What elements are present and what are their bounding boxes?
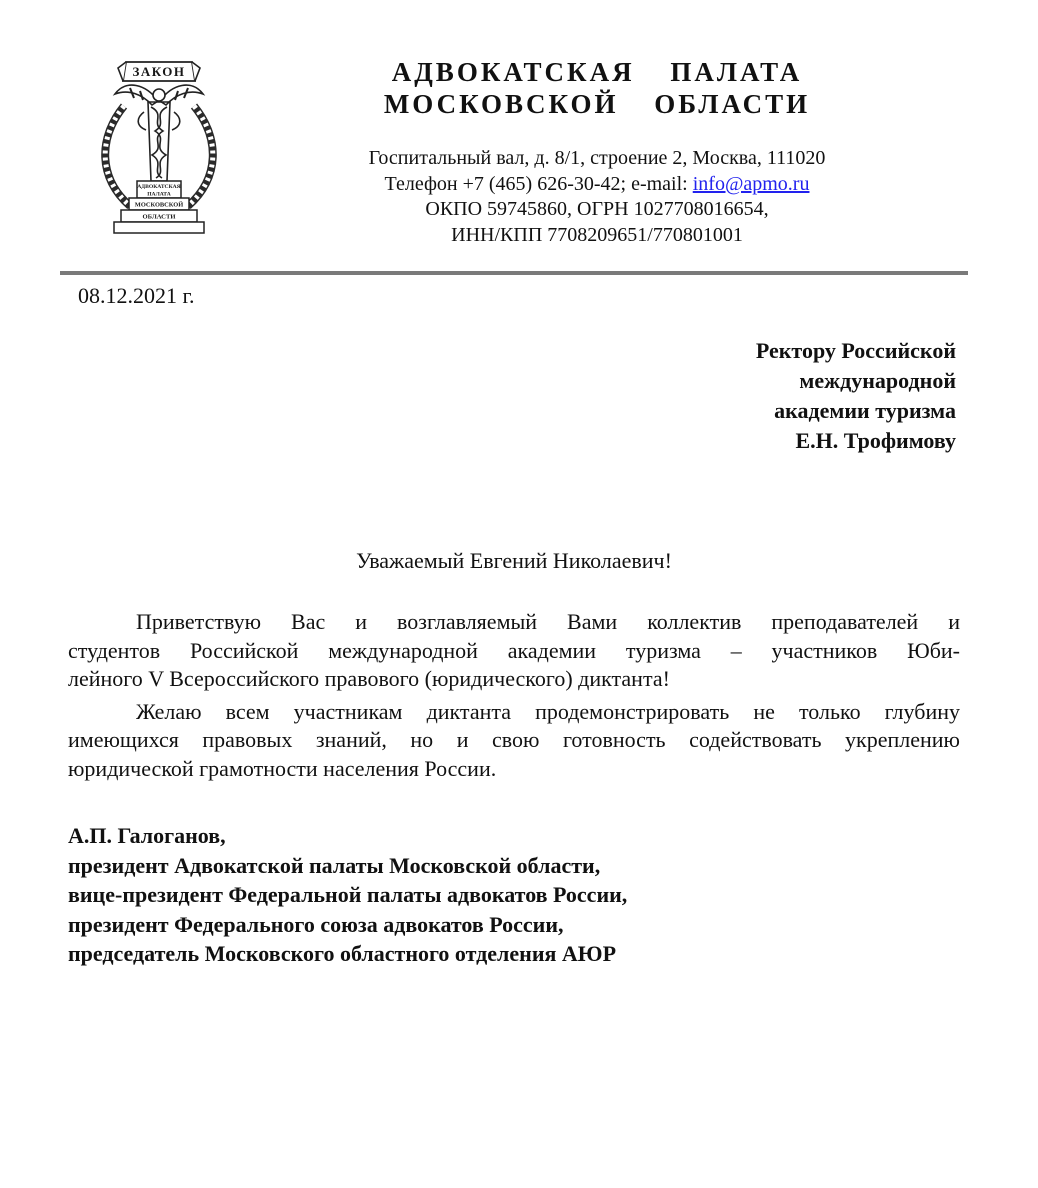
org-address: Госпитальный вал, д. 8/1, строение 2, Москва, 111020: [368, 147, 826, 169]
signatory-title: президент Адвокатской палаты Московской области,: [68, 852, 601, 878]
recipient-line: Е.Н. Трофимову: [795, 428, 956, 453]
org-okpo-ogrn: ОКПО 59745860, ОГРН 1027708016654,: [425, 198, 769, 220]
signature-block: [68, 821, 960, 969]
paragraph-2: [68, 698, 960, 784]
letterhead-text: [234, 54, 960, 248]
signatory-title: председатель Московского областного отделения АЮР: [68, 941, 617, 966]
letter-body: [68, 608, 960, 783]
pedestal-line-1: АДВОКАТСКАЯ: [137, 184, 181, 190]
body-line: имеющихся правовых знаний, но и свою готовность содействовать укреплению: [68, 727, 960, 752]
recipient-line: академии туризма: [774, 398, 956, 423]
letterhead: [68, 54, 960, 249]
org-phone-email-line: [234, 172, 960, 198]
laurel-wreath-right-icon: [188, 106, 213, 206]
letterhead-divider: [60, 271, 968, 275]
recipient-line: Ректору Российской: [755, 338, 956, 363]
signatory-title: вице-президент Федеральной палаты адвокатов России,: [68, 882, 628, 907]
org-name-line2: МОСКОВСКОЙ ОБЛАСТИ: [383, 89, 811, 119]
signatory-name: А.П. Галоганов,: [68, 823, 226, 848]
salutation: Уважаемый Евгений Николаевич!: [356, 548, 672, 573]
pedestal-line-2: ПАЛАТА: [147, 191, 171, 198]
org-inn-kpp: ИНН/КПП 7708209651/770801001: [451, 223, 743, 246]
body-line: Желаю всем участникам диктанта продемонстрировать не только глубину: [136, 698, 960, 724]
pedestal-line-4: ОБЛАСТИ: [142, 213, 176, 221]
braided-column-icon: [138, 102, 180, 181]
body-line: Приветствую Вас и возглавляемый Вами коллектив преподавателей и: [136, 609, 960, 634]
body-line: лейного V Всероссийского правового (юридического) диктанта!: [68, 666, 670, 691]
law-banner-icon: [118, 62, 200, 81]
body-line: юридической грамотности населения России.: [68, 755, 497, 781]
emblem-icon: [84, 54, 234, 244]
org-name-line1: АДВОКАТСКАЯ ПАЛАТА: [391, 57, 803, 87]
banner-text: ЗАКОН: [132, 64, 186, 79]
email-link[interactable]: info@apmo.ru: [692, 172, 810, 195]
signatory-title: президент Федерального союза адвокатов России,: [68, 911, 564, 937]
pedestal-line-3: МОСКОВСКОЙ: [134, 201, 184, 209]
laurel-wreath-left-icon: [105, 106, 130, 206]
letterhead-contacts: [234, 146, 960, 248]
org-phone: Телефон +7 (465) 626-30-42; e-mail:: [384, 172, 693, 195]
recipient-line: международной: [799, 368, 956, 393]
bar-association-emblem-logo: [84, 54, 234, 249]
recipient-block: [68, 336, 960, 456]
body-line: студентов Российской международной академии туризма – участников Юби-: [68, 637, 960, 663]
paragraph-1: [68, 608, 960, 694]
letter-date: 08.12.2021 г.: [78, 283, 195, 308]
